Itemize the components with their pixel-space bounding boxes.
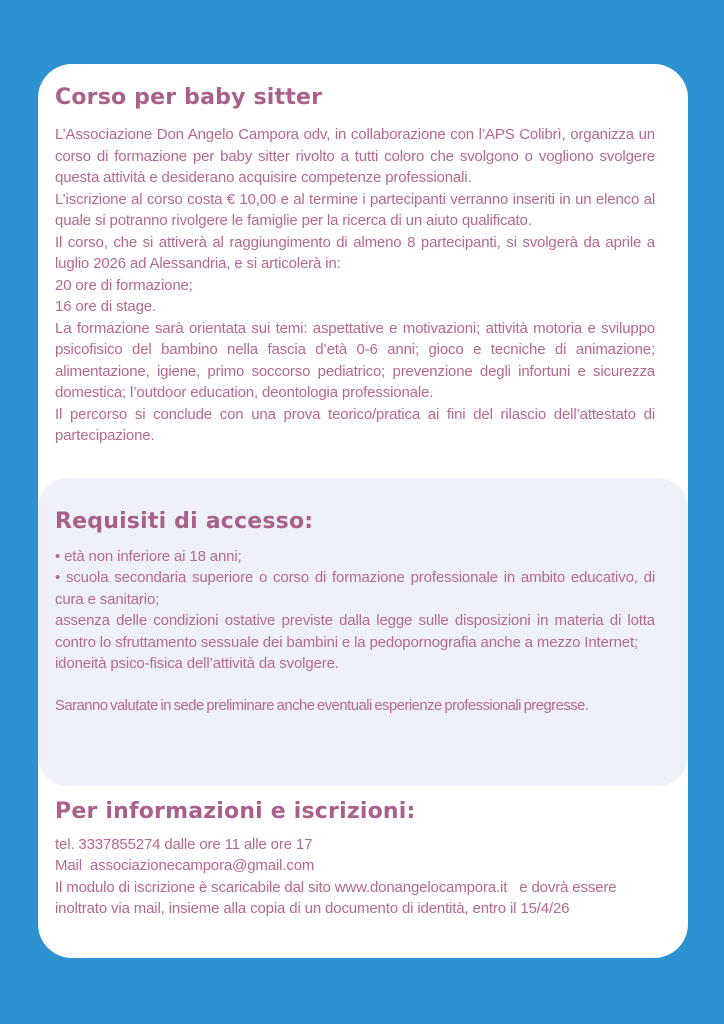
course-paragraph: Il corso, che si attiverà al raggiungimento di almeno 8 partecipanti, si svolgerà da aprile a luglio 2026 ad Alessandria, e si articolerà in:: [55, 233, 655, 272]
requirement-item: idoneità psico-fisica dell’attività da svolgere.: [55, 655, 339, 672]
requirements-note: Saranno valutate in sede preliminare anche eventuali esperienze professionali pregresse.: [55, 698, 589, 714]
contact-details: [55, 834, 655, 920]
course-hours-stage: 16 ore di stage.: [55, 298, 157, 315]
course-section: [38, 64, 688, 447]
course-paragraph: La formazione sarà orientata sui temi: aspettative e motivazioni; attività motoria e sviluppo psicofisico del bambino nella fascia d’età 0-6 anni; gioco e tecniche di animazione; alimentazione, igiene, primo soccorso pediatrico; prevenzione degli infortuni e sicurezza domestica; l’outdoor education, deontologia professionale.: [55, 319, 655, 401]
course-description: [55, 124, 655, 447]
requirement-item: • scuola secondaria superiore o corso di formazione professionale in ambito educativo, di cura e sanitario;: [55, 569, 655, 608]
requirements-panel: [38, 478, 688, 786]
course-hours-training: 20 ore di formazione;: [55, 276, 193, 294]
info-section: [38, 786, 688, 920]
requirements-list: [55, 546, 655, 718]
contact-phone: tel. 3337855274 dalle ore 11 alle ore 17: [55, 835, 313, 853]
info-title: Per informazioni e iscrizioni:: [55, 798, 416, 824]
requirements-title: Requisiti di accesso:: [55, 508, 314, 534]
course-title: Corso per baby sitter: [55, 85, 323, 110]
contact-email: Mail associazionecampora@gmail.com: [55, 857, 315, 874]
course-paragraph: Il percorso si conclude con una prova teorico/pratica ai fini del rilascio dell’attestato di partecipazione.: [55, 405, 655, 444]
requirement-item: • età non inferiore ai 18 anni;: [55, 547, 242, 565]
course-paragraph: L’Associazione Don Angelo Campora odv, in collaborazione con l’APS Colibrì, organizza un corso di formazione per baby sitter rivolto a tutti coloro che svolgono o vogliono svolgere questa attività e desiderano acquisire competenze professionali.: [55, 126, 655, 186]
course-paragraph: L’iscrizione al corso costa € 10,00 e al termine i partecipanti verranno inseriti in un elenco al quale si potranno rivolgere le famiglie per la ricerca di un aiuto qualificato.: [55, 190, 655, 229]
content-card: [38, 64, 688, 958]
requirement-item: assenza delle condizioni ostative previste dalla legge sulle disposizioni in materia di lotta contro lo sfruttamento sessuale dei bambini e la pedopornografia anche a mezzo Internet;: [55, 612, 655, 651]
contact-form-info: Il modulo di iscrizione è scaricabile dal sito www.donangelocampora.it e dovrà essere inoltrato via mail, insieme alla copia di un documento di identità, entro il 15/4/26: [55, 878, 621, 917]
